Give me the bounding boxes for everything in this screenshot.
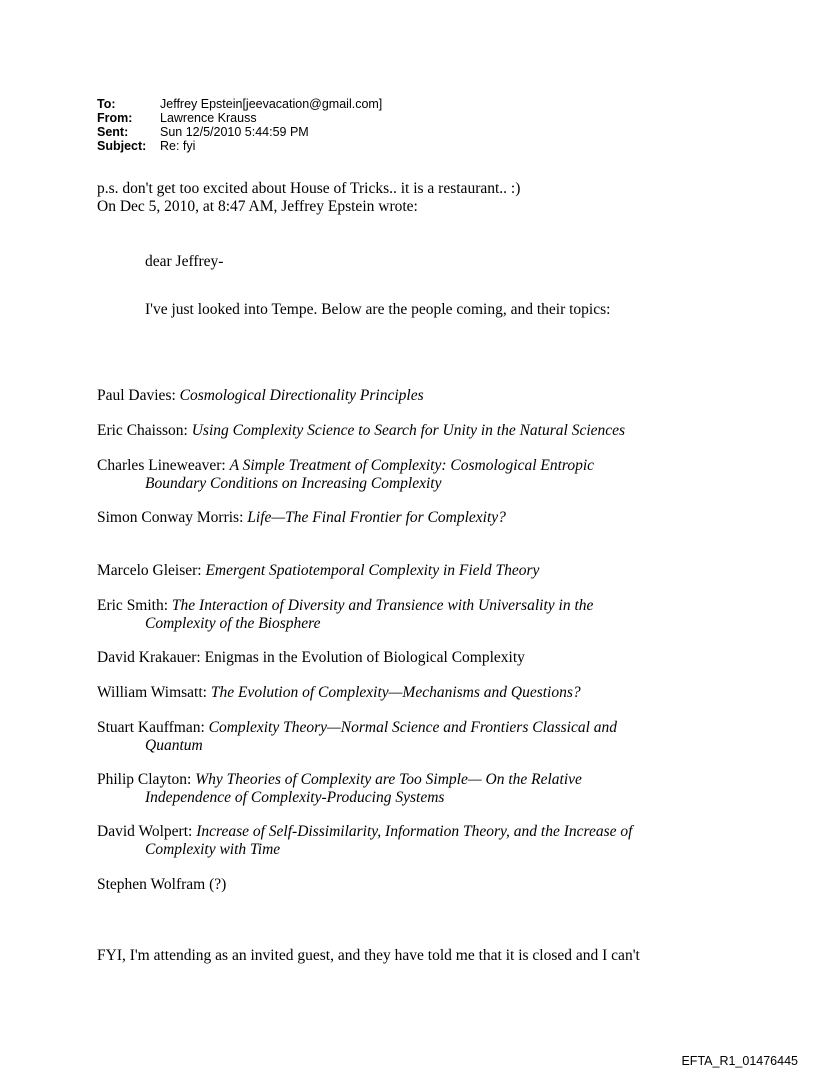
sent-row [97,125,382,139]
speaker-entry [97,876,687,894]
speaker-entry [97,422,687,440]
subject-row [97,139,382,153]
speaker-entry [97,597,687,633]
speaker-name: William Wimsatt: [97,684,211,701]
speaker-name: Charles Lineweaver: [97,457,230,474]
talk-title: A Simple Treatment of Complexity: Cosmological Entropic [229,457,595,474]
speaker-name: Eric Chaisson: [97,422,192,439]
to-row [97,97,382,111]
speaker-entry [97,509,687,527]
speaker-name: Eric Smith: [97,597,172,614]
speaker-name: David Krakauer: Enigmas in the Evolution of Biological Complexity [97,649,525,666]
speaker-entry [97,771,687,807]
speaker-entry [97,457,687,493]
sent-value: Sun 12/5/2010 5:44:59 PM [160,125,309,139]
document-id: EFTA_R1_01476445 [681,1054,798,1068]
talk-title: Complexity Theory—Normal Science and Frontiers Classical and [208,719,618,736]
talk-title-continued: Complexity with Time [145,841,281,858]
to-value: Jeffrey Epstein[jeevacation@gmail.com] [160,97,383,111]
speaker-name: Stuart Kauffman: [97,719,209,736]
footer-paragraph: FYI, I'm attending as an invited guest, and they have told me that it is closed and I can't [97,947,640,964]
talk-title: Increase of Self-Dissimilarity, Information Theory, and the Increase of [196,823,633,840]
talk-title: Emergent Spatiotemporal Complexity in Field Theory [205,562,540,579]
talk-title: The Evolution of Complexity—Mechanisms and Questions? [210,684,581,701]
speaker-entry [97,649,687,667]
greeting: dear Jeffrey- [145,253,224,270]
from-label: From: [97,111,133,125]
speaker-name: Paul Davies: [97,387,180,404]
speaker-name: David Wolpert: [97,823,197,840]
speaker-entry [97,562,687,580]
speaker-entry [97,719,687,755]
from-row [97,111,382,125]
talk-title-continued: Independence of Complexity-Producing Systems [145,789,445,806]
speaker-name: Stephen Wolfram (?) [97,876,227,893]
to-label: To: [97,97,116,111]
talk-title: The Interaction of Diversity and Transience with Universality in the [171,597,594,614]
talk-title: Using Complexity Science to Search for Unity in the Natural Sciences [191,422,626,439]
talk-title: Life—The Final Frontier for Complexity? [247,509,506,526]
subject-label: Subject: [97,139,147,153]
speaker-name: Philip Clayton: [97,771,196,788]
speaker-entry [97,387,687,405]
talk-title-continued: Boundary Conditions on Increasing Complexity [145,475,442,492]
speaker-name: Simon Conway Morris: [97,509,248,526]
sent-label: Sent: [97,125,129,139]
reply-intro [97,180,520,216]
email-header [97,97,382,153]
speaker-name: Marcelo Gleiser: [97,562,206,579]
talk-title-continued: Complexity of the Biosphere [145,615,321,632]
talk-title: Cosmological Directionality Principles [179,387,424,404]
intro-paragraph: I've just looked into Tempe. Below are the people coming, and their topics: [145,301,611,318]
talk-title: Why Theories of Complexity are Too Simple— On the Relative [195,771,582,788]
talk-title-continued: Quantum [145,737,203,754]
from-value: Lawrence Krauss [160,111,257,125]
quote-line: On Dec 5, 2010, at 8:47 AM, Jeffrey Epstein wrote: [97,198,418,215]
speaker-entry [97,823,687,859]
speaker-entry [97,684,687,702]
subject-value: Re: fyi [160,139,196,153]
ps-line: p.s. don't get too excited about House of Tricks.. it is a restaurant.. :) [97,180,521,197]
